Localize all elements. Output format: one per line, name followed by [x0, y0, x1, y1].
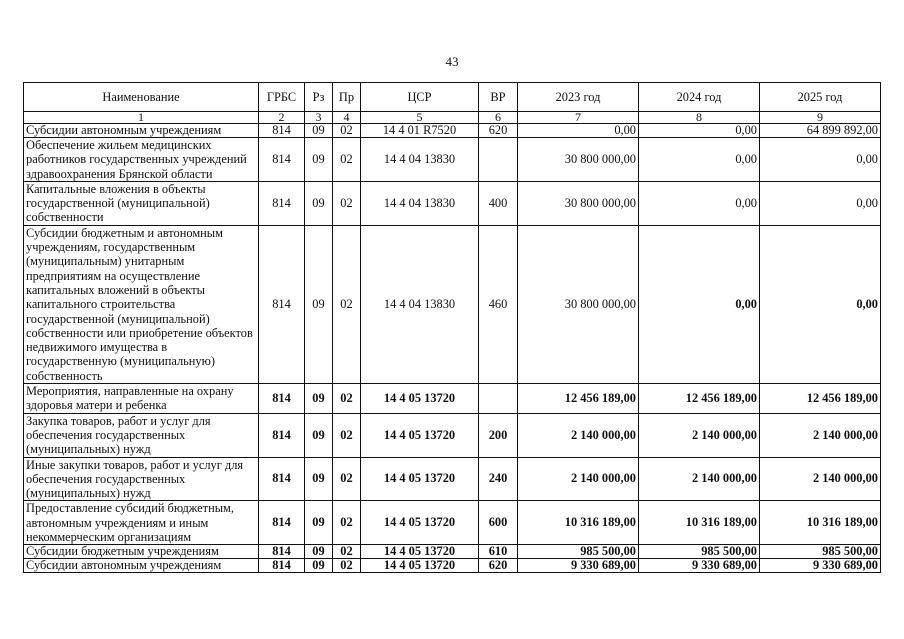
row-grbs: 814: [259, 124, 305, 138]
row-grbs: 814: [259, 181, 305, 225]
row-grbs: 814: [259, 501, 305, 545]
row-amount-2023: 12 456 189,00: [518, 384, 639, 414]
header-grbs: ГРБС: [259, 83, 305, 112]
row-vr: [479, 138, 518, 182]
row-grbs: 814: [259, 559, 305, 573]
row-amount-2023: 30 800 000,00: [518, 138, 639, 182]
row-amount-2025: 9 330 689,00: [760, 559, 881, 573]
row-vr: 600: [479, 501, 518, 545]
row-name: Субсидии автономным учреждениям: [24, 124, 259, 138]
header-row: [24, 83, 881, 112]
page-number: 43: [445, 54, 459, 69]
row-pr: 02: [333, 545, 361, 559]
row-amount-2023: 9 330 689,00: [518, 559, 639, 573]
row-rz: 09: [305, 138, 333, 182]
table-row: [24, 124, 881, 138]
row-amount-2024: 0,00: [639, 124, 760, 138]
row-amount-2023: 30 800 000,00: [518, 225, 639, 383]
row-amount-2025: 12 456 189,00: [760, 384, 881, 414]
row-csr: 14 4 01 R7520: [361, 124, 479, 138]
row-vr: 620: [479, 124, 518, 138]
header-2025: 2025 год: [760, 83, 881, 112]
row-amount-2024: 9 330 689,00: [639, 559, 760, 573]
row-csr: 14 4 04 13830: [361, 181, 479, 225]
column-number: 1: [24, 112, 259, 124]
row-amount-2025: 2 140 000,00: [760, 413, 881, 457]
row-grbs: 814: [259, 457, 305, 501]
row-name: Субсидии бюджетным и автономным учреждениям, государственным (муниципальным) унитарным предприятиям на осуществление капитальных вложений в объекты капитального строительства государственной (муниципальной) собственности или приобретение объектов недвижимого имущества в государственную (муниципальную) собственность: [24, 225, 259, 383]
row-vr: 620: [479, 559, 518, 573]
header-name: Наименование: [24, 83, 259, 112]
column-number: 6: [479, 112, 518, 124]
row-csr: 14 4 05 13720: [361, 384, 479, 414]
row-csr: 14 4 04 13830: [361, 225, 479, 383]
row-csr: 14 4 05 13720: [361, 559, 479, 573]
header-rz: Рз: [305, 83, 333, 112]
row-name: Предоставление субсидий бюджетным, автономным учреждениям и иным некоммерческим организациям: [24, 501, 259, 545]
column-number-row: [24, 112, 881, 124]
row-rz: 09: [305, 457, 333, 501]
table-row: [24, 501, 881, 545]
row-name: Закупка товаров, работ и услуг для обеспечения государственных (муниципальных) нужд: [24, 413, 259, 457]
row-rz: 09: [305, 225, 333, 383]
row-amount-2025: 10 316 189,00: [760, 501, 881, 545]
row-csr: 14 4 05 13720: [361, 545, 479, 559]
row-pr: 02: [333, 501, 361, 545]
row-amount-2024: 10 316 189,00: [639, 501, 760, 545]
row-pr: 02: [333, 181, 361, 225]
header-csr: ЦСР: [361, 83, 479, 112]
row-pr: 02: [333, 457, 361, 501]
row-grbs: 814: [259, 384, 305, 414]
row-name: Обеспечение жильем медицинских работников государственных учреждений здравоохранения Брянской области: [24, 138, 259, 182]
row-pr: 02: [333, 384, 361, 414]
header-vr: ВР: [479, 83, 518, 112]
column-number: 2: [259, 112, 305, 124]
row-vr: 460: [479, 225, 518, 383]
row-rz: 09: [305, 384, 333, 414]
column-number: 9: [760, 112, 881, 124]
row-name: Субсидии автономным учреждениям: [24, 559, 259, 573]
row-rz: 09: [305, 124, 333, 138]
row-amount-2023: 985 500,00: [518, 545, 639, 559]
row-vr: 200: [479, 413, 518, 457]
row-amount-2025: 0,00: [760, 181, 881, 225]
table-row: [24, 545, 881, 559]
row-pr: 02: [333, 138, 361, 182]
row-amount-2025: 64 899 892,00: [760, 124, 881, 138]
column-number: 7: [518, 112, 639, 124]
row-csr: 14 4 05 13720: [361, 457, 479, 501]
row-rz: 09: [305, 413, 333, 457]
row-amount-2024: 0,00: [639, 181, 760, 225]
table-row: [24, 559, 881, 573]
row-pr: 02: [333, 559, 361, 573]
row-pr: 02: [333, 124, 361, 138]
row-amount-2024: 0,00: [639, 138, 760, 182]
row-amount-2024: 0,00: [639, 225, 760, 383]
budget-table: [23, 82, 881, 573]
row-amount-2023: 30 800 000,00: [518, 181, 639, 225]
row-amount-2023: 2 140 000,00: [518, 413, 639, 457]
row-pr: 02: [333, 413, 361, 457]
row-vr: 240: [479, 457, 518, 501]
row-amount-2024: 12 456 189,00: [639, 384, 760, 414]
row-grbs: 814: [259, 225, 305, 383]
row-amount-2024: 2 140 000,00: [639, 457, 760, 501]
row-amount-2023: 0,00: [518, 124, 639, 138]
column-number: 4: [333, 112, 361, 124]
row-name: Иные закупки товаров, работ и услуг для обеспечения государственных (муниципальных) нужд: [24, 457, 259, 501]
table-row: [24, 181, 881, 225]
table-row: [24, 457, 881, 501]
column-number: 3: [305, 112, 333, 124]
column-number: 8: [639, 112, 760, 124]
table-row: [24, 384, 881, 414]
header-pr: Пр: [333, 83, 361, 112]
row-name: Мероприятия, направленные на охрану здоровья матери и ребенка: [24, 384, 259, 414]
row-amount-2024: 2 140 000,00: [639, 413, 760, 457]
row-vr: 610: [479, 545, 518, 559]
row-amount-2025: 0,00: [760, 225, 881, 383]
row-grbs: 814: [259, 138, 305, 182]
row-csr: 14 4 04 13830: [361, 138, 479, 182]
row-grbs: 814: [259, 545, 305, 559]
row-amount-2023: 10 316 189,00: [518, 501, 639, 545]
row-amount-2023: 2 140 000,00: [518, 457, 639, 501]
row-rz: 09: [305, 501, 333, 545]
row-pr: 02: [333, 225, 361, 383]
row-csr: 14 4 05 13720: [361, 413, 479, 457]
row-vr: 400: [479, 181, 518, 225]
row-name: Капитальные вложения в объекты государственной (муниципальной) собственности: [24, 181, 259, 225]
row-rz: 09: [305, 545, 333, 559]
row-rz: 09: [305, 181, 333, 225]
row-name: Субсидии бюджетным учреждениям: [24, 545, 259, 559]
row-amount-2025: 0,00: [760, 138, 881, 182]
row-vr: [479, 384, 518, 414]
column-number: 5: [361, 112, 479, 124]
row-amount-2025: 2 140 000,00: [760, 457, 881, 501]
table-row: [24, 413, 881, 457]
row-amount-2024: 985 500,00: [639, 545, 760, 559]
row-grbs: 814: [259, 413, 305, 457]
row-rz: 09: [305, 559, 333, 573]
row-csr: 14 4 05 13720: [361, 501, 479, 545]
table-row: [24, 138, 881, 182]
header-2024: 2024 год: [639, 83, 760, 112]
table-row: [24, 225, 881, 383]
row-amount-2025: 985 500,00: [760, 545, 881, 559]
header-2023: 2023 год: [518, 83, 639, 112]
